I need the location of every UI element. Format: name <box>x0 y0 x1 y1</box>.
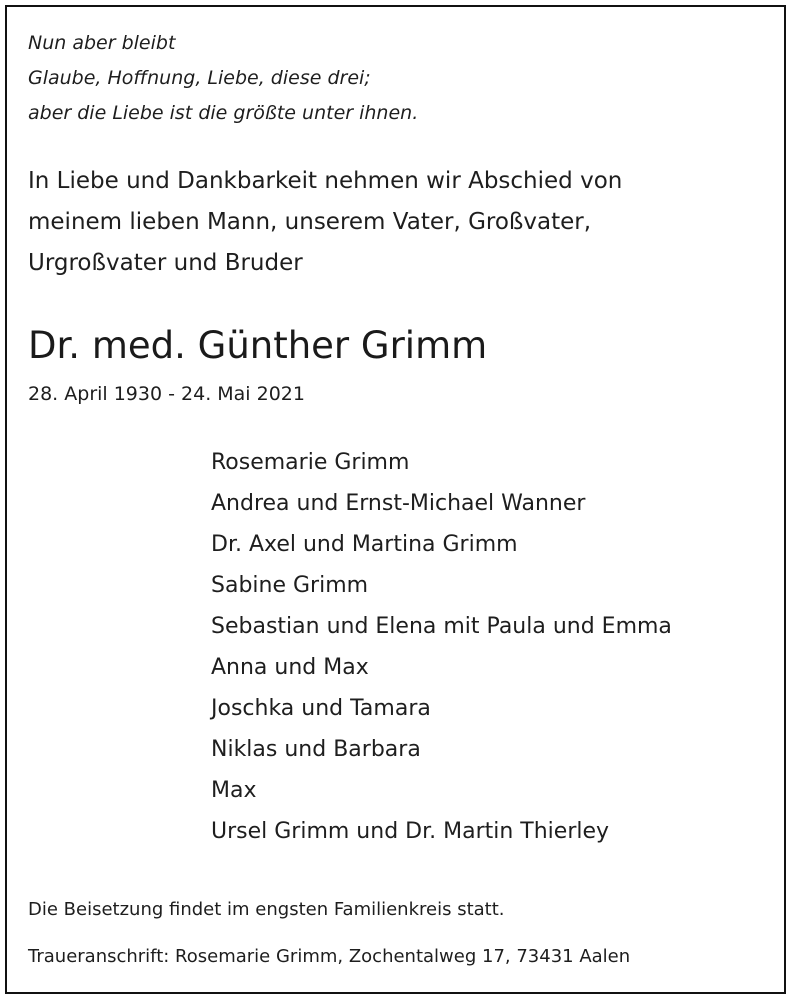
intro-line: In Liebe und Dankbarkeit nehmen wir Abschied von <box>28 168 623 194</box>
burial-note: Die Beisetzung findet im engsten Familienkreis statt. <box>28 899 505 920</box>
deceased-name: Dr. med. Günther Grimm <box>28 324 488 367</box>
mourner-name: Anna und Max <box>211 655 369 680</box>
mourner-name: Dr. Axel und Martina Grimm <box>211 532 518 557</box>
mourner-name: Niklas und Barbara <box>211 737 421 762</box>
mourner-name: Ursel Grimm und Dr. Martin Thierley <box>211 819 610 844</box>
mourner-name: Sabine Grimm <box>211 573 369 598</box>
mourner-name: Sebastian und Elena mit Paula und Emma <box>211 614 672 639</box>
intro-line: meinem lieben Mann, unserem Vater, Großvater, <box>28 209 592 235</box>
mourner-name: Max <box>211 778 257 803</box>
mourner-name: Joschka und Tamara <box>211 696 431 721</box>
mourner-name: Andrea und Ernst-Michael Wanner <box>211 491 586 516</box>
verse-line: Nun aber bleibt <box>28 32 176 54</box>
mourner-name: Rosemarie Grimm <box>211 450 410 475</box>
life-dates: 28. April 1930 - 24. Mai 2021 <box>28 383 305 405</box>
mourning-address: Traueranschrift: Rosemarie Grimm, Zochentalweg 17, 73431 Aalen <box>28 946 631 967</box>
intro-line: Urgroßvater und Bruder <box>28 250 303 276</box>
verse-line: aber die Liebe ist die größte unter ihnen. <box>28 102 419 124</box>
verse-line: Glaube, Hoffnung, Liebe, diese drei; <box>28 67 371 89</box>
